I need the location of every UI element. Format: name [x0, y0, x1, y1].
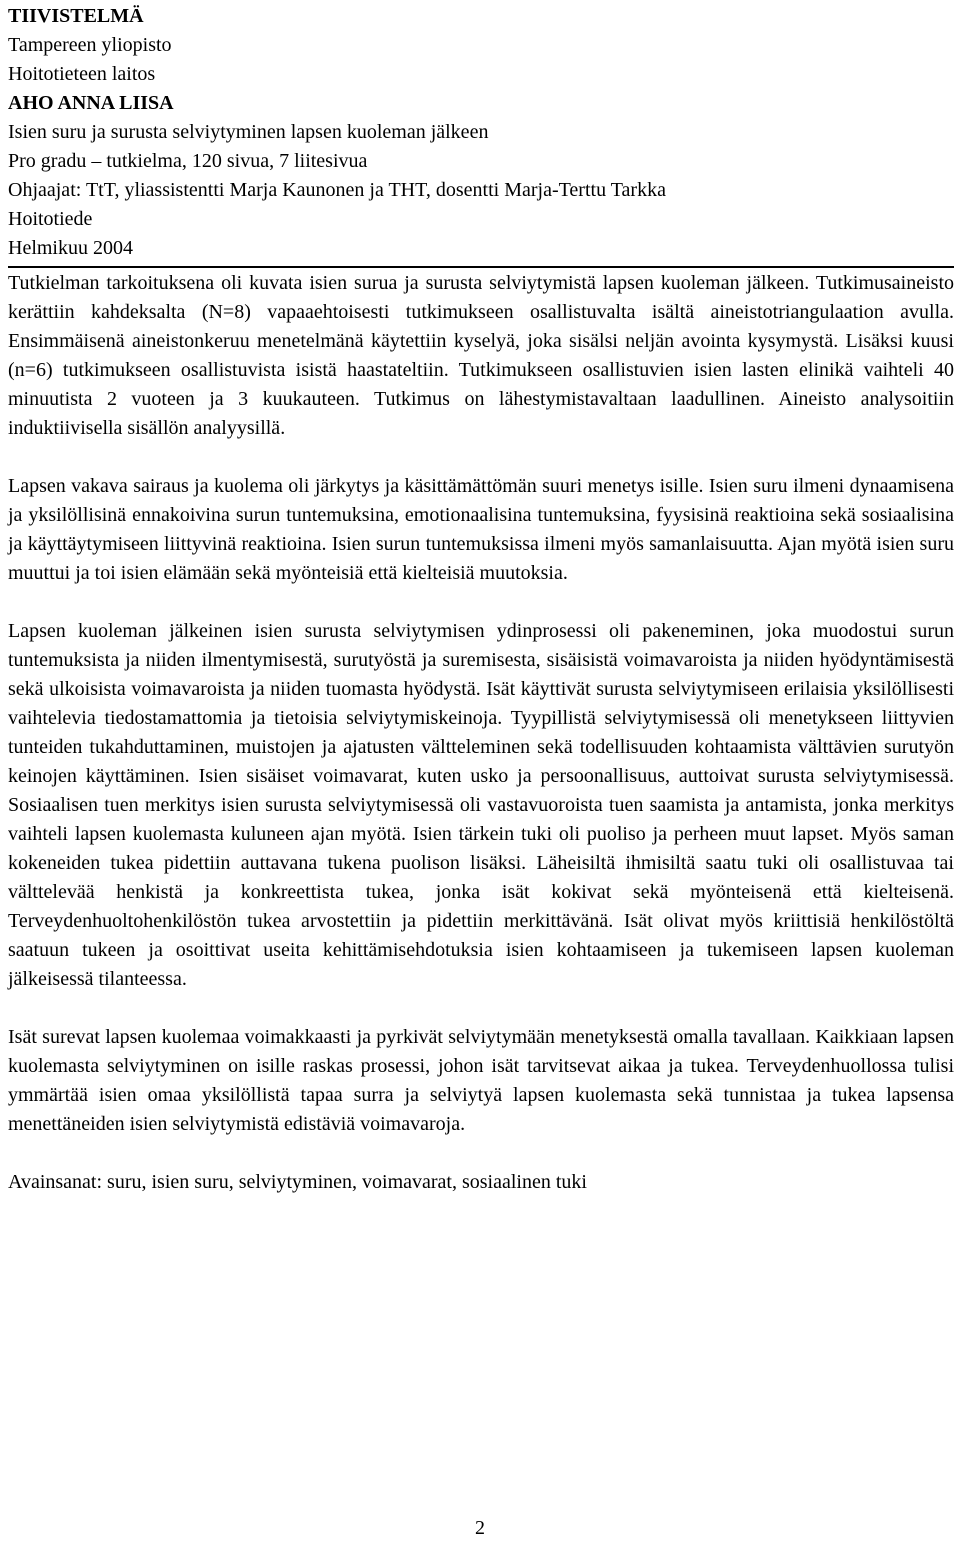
university-name: Tampereen yliopisto — [8, 34, 172, 56]
abstract-paragraph-1: Tutkielman tarkoituksena oli kuvata isien surua ja surusta selviytymistä lapsen kuoleman jälkeen. Tutkimusaineisto kerättiin kahdeksalta (N=8) vapaaehtoisesti tutkimukseen osallistuvalta isältä aineistotriangulaation avulla. Ensimmäisenä aineistonkeruu menetelmänä käytettiin kyselyä, joka sisälsi neljän avointa kysymystä. Lisäksi kuusi (n=6) tutkimukseen osallistuvista isistä haastateltiin. Tutkimukseen osallistuvien isien lasten elinikä vaihteli 40 minuutista 2 vuoteen ja 3 kuukauteen. Tutkimus on lähestymistavaltaan laadullinen. Aineisto analysoitiin induktiivisella sisällön analyysillä. — [8, 272, 954, 439]
abstract-paragraph-4: Isät surevat lapsen kuolemaa voimakkaasti ja pyrkivät selviytymään menetyksestä omalla tavallaan. Kaikkiaan lapsen kuolemasta selviytyminen on isille raskas prosessi, johon isät tarvitsevat aikaa ja tukea. Terveydenhuollossa tulisi ymmärtää isien omaa yksilöllistä tapaa surra ja selviytyä lapsen kuolemasta sekä tunnistaa ja tukea lapsensa menettäneiden isien selviytymistä edistäviä voimavaroja. — [8, 1026, 954, 1135]
page-number: 2 — [475, 1517, 485, 1539]
page-title: TIIVISTELMÄ — [8, 5, 144, 27]
abstract-paragraph-3: Lapsen kuoleman jälkeinen isien surusta selviytymisen ydinprosessi oli pakeneminen, joka muodostui surun tuntemuksista ja niiden ilmentymisestä, surutyöstä ja suremisesta, sisäisistä voimavaroista ja niiden hyödyntämisestä sekä ulkoisista voimavaroista ja niiden tuomasta hyödystä. Isät käyttivät surusta selviytymiseen erilaisia yksilöllisesti vaihtelevia tiedostamattomia ja tietoisia selviytymiskeinoja. Tyypillistä selviytymisessä oli menetykseen liittyvien tunteiden tukahduttaminen, muistojen ja ajatusten vältteleminen sekä todellisuuden kohtaamista välttävien surutyön keinojen käyttäminen. Isien sisäiset voimavarat, kuten usko ja persoonallisuus, auttoivat surusta selviytymisessä. Sosiaalisen tuen merkitys isien surusta selviytymisessä oli vastavuoroista tuen saamista ja antamista, jonka merkitys vaihteli lapsen kuolemasta kuluneen ajan myötä. Isien tärkein tuki oli puoliso ja perheen muut lapset. Myös saman kokeneiden tukea pidettiin auttavana tukena puolison lisäksi. Läheisiltä ihmisiltä saatu tuki oli osallistuvaa tai välttelevää henkistä ja konkreettista tukea, jonka isät kokivat sekä myönteisenä että kielteisenä. Terveydenhuoltohenkilöstön tukea arvostettiin ja pidettiin merkittävänä. Isät olivat myös kriittisiä henkilöstöltä saatuun tukeen ja osoittivat useita kehittämisehdotuksia isien kohtaamiseen ja tukemiseen lapsen kuoleman jälkeisessä tilanteessa. — [8, 620, 954, 990]
header-divider — [8, 266, 954, 268]
keywords: Avainsanat: suru, isien suru, selviytyminen, voimavarat, sosiaalinen tuki — [8, 1171, 587, 1193]
abstract-paragraph-2: Lapsen vakava sairaus ja kuolema oli järkytys ja käsittämättömän suuri menetys isille. Isien suru ilmeni dynaamisena ja yksilöllisinä ennakoivina surun tuntemuksina, emotionaalisina tuntemuksina, fyysisinä reaktioina sekä sosiaalisina ja käyttäytymiseen liittyvinä reaktioina. Isien surun tuntemuksissa ilmeni myös samanlaisuutta. Ajan myötä isien suru muuttui ja toi isien elämään sekä myönteisiä että kielteisiä muutoksia. — [8, 475, 954, 584]
document-page — [8, 0, 954, 1197]
author-name: AHO ANNA LIISA — [8, 92, 174, 114]
thesis-type: Pro gradu – tutkielma, 120 sivua, 7 liitesivua — [8, 150, 368, 172]
date: Helmikuu 2004 — [8, 237, 133, 259]
subject: Hoitotiede — [8, 208, 93, 230]
department-name: Hoitotieteen laitos — [8, 63, 156, 85]
thesis-title: Isien suru ja surusta selviytyminen lapsen kuoleman jälkeen — [8, 121, 489, 143]
supervisors: Ohjaajat: TtT, yliassistentti Marja Kaunonen ja THT, dosentti Marja-Terttu Tarkka — [8, 179, 666, 201]
